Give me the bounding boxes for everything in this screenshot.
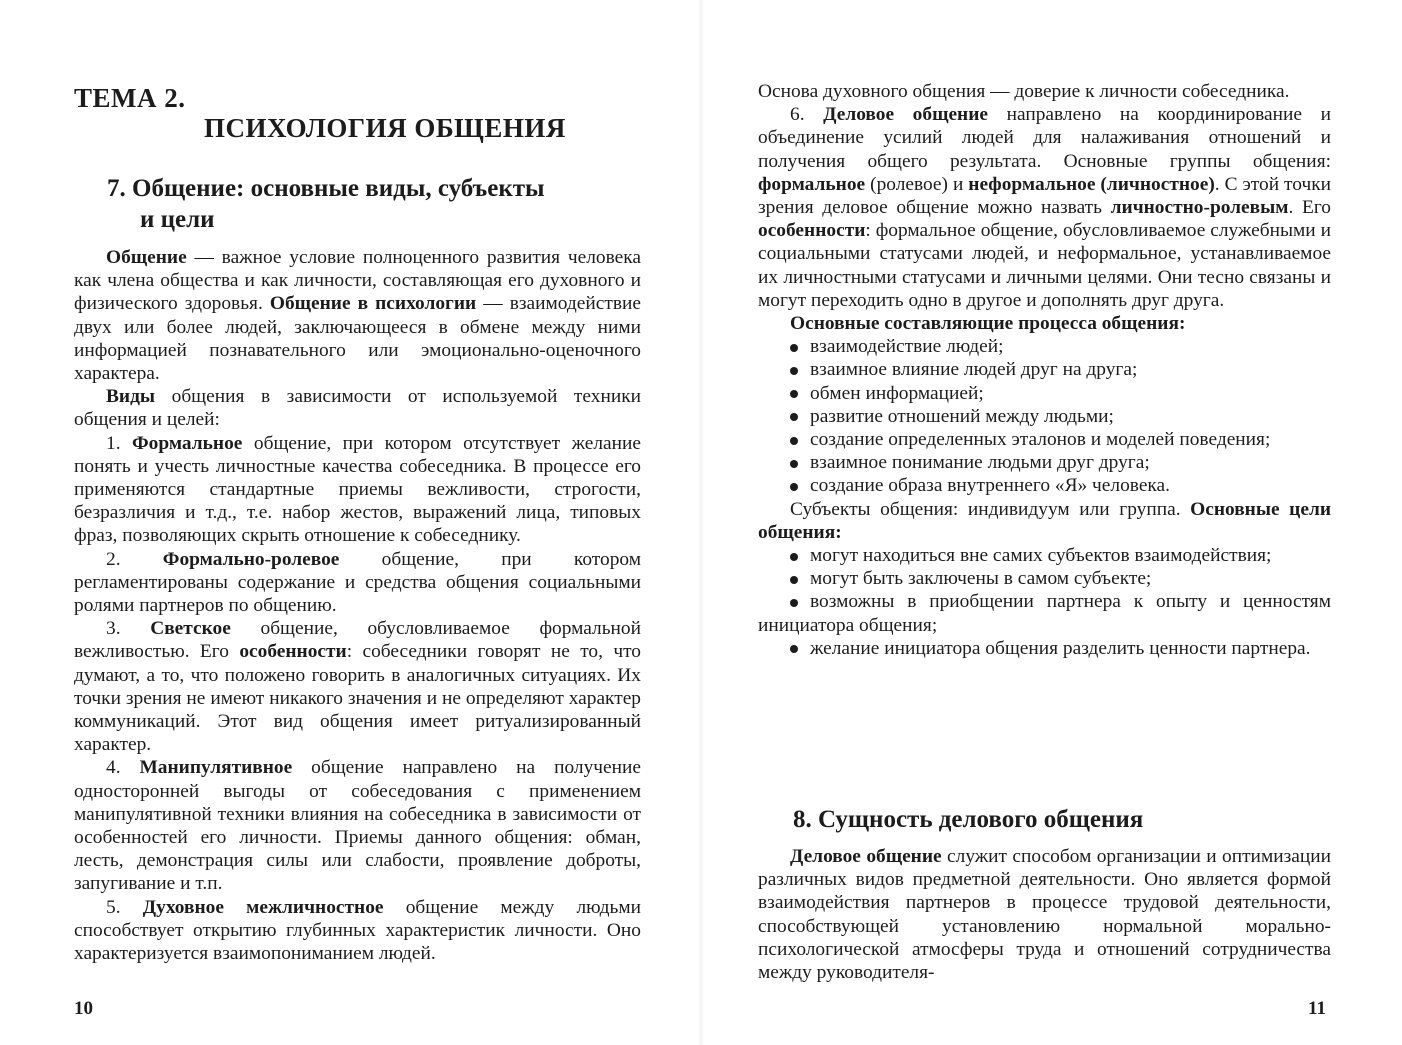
item-number: 1. [106, 432, 133, 454]
bullet-icon [790, 437, 798, 445]
list-item-text: развитие отношений между людьми; [810, 405, 1114, 427]
list-item [758, 474, 1331, 497]
section-8-title: 8. Сущность делового общения [793, 806, 1144, 833]
text: общение направлено на получение односторонней выгоды от собеседования с применением манипулятивной техники влияния на собеседника в зависимости от особенностей его личности. Приемы данного общения: обман, лесть, демонстрация силы или слабости, проявление доброты, запугивание и т.п. [74, 757, 641, 895]
text: : собеседники говорят не то, что думают, а то, что положено говорить в аналогичных ситуациях. Их точки зрения не имеют никакого значения и не определяют характер коммуникаций. Этот вид общения имеет ритуализированный характер. [74, 641, 641, 756]
text: (ролевое) и [865, 173, 969, 195]
goals-list [758, 544, 1331, 660]
section-7-title-line1: 7. Общение: основные виды, субъекты [107, 175, 545, 202]
text: : формальное общение, обусловливаемое служебными и социальными статусами людей, и неформальное, устанавливаемое их личностными статусами и личными целями. Они тесно связаны и могут переходить одно в другое и дополнять друг друга. [758, 220, 1331, 311]
item-number: 6. [790, 104, 824, 126]
list-item-text: взаимодействие людей; [810, 336, 1004, 358]
type-item-5 [74, 896, 641, 966]
term: формальное [758, 173, 866, 195]
item-number: 5. [106, 896, 143, 918]
bullet-icon [790, 460, 798, 468]
section-7-title-line2: и цели [140, 206, 215, 233]
bullet-icon [790, 483, 798, 491]
list-item-text: создание определенных эталонов и моделей поведения; [810, 429, 1271, 451]
item-number: 3. [106, 618, 151, 640]
list-item [758, 335, 1331, 358]
text: Субъекты общения: индивидуум или группа. [790, 498, 1191, 520]
term: Общение в психологии [269, 293, 477, 315]
topic-title: ПСИХОЛОГИЯ ОБЩЕНИЯ [204, 113, 566, 143]
paragraph-business-communication [758, 845, 1331, 984]
text: . С этой точки зрения деловое общение можно назвать [758, 173, 1331, 219]
term: личностно-ролевым [1110, 197, 1289, 219]
right-page [701, 0, 1402, 1045]
paragraph-types-intro [74, 385, 641, 431]
list-item-text: взаимное понимание людьми друг друга; [810, 452, 1150, 474]
bullet-icon [790, 413, 798, 421]
text: — важное условие полноценного развития человека как члена общества и как личности, составляющая его духовного и физического здоровья. [74, 247, 641, 315]
bullet-icon [790, 576, 798, 584]
list-item [758, 428, 1331, 451]
right-body-text-2 [758, 845, 1331, 984]
term: Деловое общение [790, 846, 942, 867]
text: общение, при котором регламентированы содержание и средства общения социальными ролями партнеров по общению. [74, 548, 641, 617]
right-body-text [758, 80, 1331, 660]
page-number-right: 11 [1308, 998, 1326, 1019]
paragraph-subjects [758, 498, 1331, 544]
bullet-icon [790, 344, 798, 352]
list-item [758, 451, 1331, 474]
term: Общение [106, 247, 187, 268]
type-item-3 [74, 617, 641, 756]
term: Светское [150, 618, 231, 640]
page-number-left: 10 [74, 998, 93, 1019]
text: общение, при котором отсутствует желание понять и учесть личностные качества собеседника. В процессе его применяются стандартные приемы вежливости, строгости, безразличия и т.д., т.е. набор жестов, выражений лица, типовых фраз, позволяющих скрыть отношение к собеседнику. [74, 432, 641, 547]
type-item-1 [74, 432, 641, 548]
paragraph-spiritual-basis: Основа духовного общения — доверие к личности собеседника. [758, 81, 1290, 102]
term: Основные цели общения: [758, 498, 1331, 543]
list-item-text: взаимное влияние людей друг на друга; [810, 359, 1138, 381]
paragraph-communication-definition [74, 246, 641, 385]
term: Духовное межличностное [142, 896, 384, 918]
bullet-icon [790, 645, 798, 653]
item-number: 4. [106, 757, 140, 779]
list-item-text: обмен информацией; [810, 382, 984, 404]
type-item-2 [74, 548, 641, 618]
term: неформальное (личностное) [968, 173, 1215, 195]
list-item-text: создание образа внутреннего «Я» человека. [810, 475, 1171, 497]
list-item [758, 358, 1331, 381]
list-item [758, 590, 1331, 636]
bullet-icon [790, 367, 798, 375]
item-number: 2. [106, 548, 163, 570]
text: служит способом организации и оптимизации различных видов предметной деятельности. Оно является формой взаимодействия партнеров в процессе трудовой деятельности, способствующей установлению нормальной морально-психологической атмосферы труда и отношений сотрудничества между руководителя- [758, 846, 1331, 984]
term: Манипулятивное [139, 757, 293, 779]
list-item-text: могут находиться вне самих субъектов взаимодействия; [810, 545, 1272, 567]
type-item-4 [74, 756, 641, 895]
components-list [758, 335, 1331, 497]
term: Формальное [132, 432, 243, 454]
bullet-icon [790, 553, 798, 561]
term: Деловое общение [823, 104, 989, 126]
term: Основные составляющие процесса общения: [790, 313, 1186, 335]
left-body-text [74, 246, 641, 965]
term: особенности [239, 641, 347, 663]
section-7-title [107, 173, 627, 235]
bullet-icon [790, 599, 798, 607]
text: . Его [1288, 197, 1331, 219]
term: Виды [106, 386, 156, 408]
list-item [758, 405, 1331, 428]
term: особенности [758, 220, 866, 242]
list-item [758, 544, 1331, 567]
list-item-text: могут быть заключены в самом субъекте; [810, 568, 1152, 590]
components-heading [758, 312, 1331, 335]
topic-label: ТЕМА 2. [74, 83, 186, 113]
text: — взаимодействие двух или более людей, заключающееся в обмене между ними информацией познавательного или эмоционально-оценочного характера. [74, 293, 641, 385]
list-item [758, 382, 1331, 405]
list-item-text: желание инициатора общения разделить ценности партнера. [810, 637, 1311, 659]
term: Формально-ролевое [162, 548, 340, 570]
type-item-6 [758, 103, 1331, 312]
text: направлено на координирование и объединение усилий людей для налаживания отношений и получения общего результата. Основные группы общения: [758, 104, 1332, 172]
list-item [758, 637, 1331, 660]
list-item-text: возможны в приобщении партнера к опыту и ценностям инициатора общения; [758, 591, 1331, 636]
text: общения в зависимости от используемой техники общения и целей: [74, 386, 641, 431]
text: общение, обусловливаемое формальной вежливостью. Его [74, 618, 641, 663]
bullet-icon [790, 390, 798, 398]
text: общение между людьми способствует открытию глубинных характеристик личности. Оно характеризуется взаимопониманием людей. [74, 896, 642, 965]
list-item [758, 567, 1331, 590]
